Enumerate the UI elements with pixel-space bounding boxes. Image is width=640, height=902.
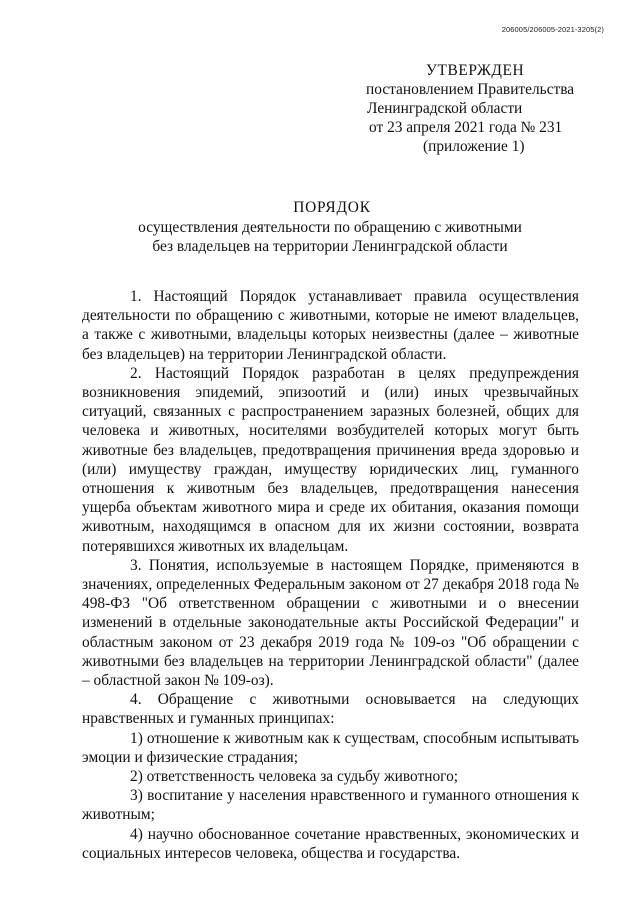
- approval-line: постановлением Правительства: [366, 81, 575, 98]
- approval-title: УТВЕРЖДЕН: [426, 62, 525, 79]
- document-subtitle: без владельцев на территории Ленинградской области: [152, 238, 508, 255]
- list-item: 1) отношение к животным как к существам, способным испытывать эмоции и физические страдания;: [82, 729, 579, 766]
- paragraph: 2. Настоящий Порядок разработан в целях предупреждения возникновения эпидемий, эпизоотий и (или) иных чрезвычайных ситуаций, связанных с распространением заразных болезней, общих для человека и животных, носителями возбудителей которых могут быть животные без владельцев, предотвращения причинения вреда здоровью и (или) имуществу граждан, имуществу юридических лиц, гуманного отношения к животным без владельцев, предотвращения нанесения ущерба объектам животного мира и среде их обитания, оказания помощи животным, находящимся в опасном для их жизни состоянии, возврата потерявшихся животных их владельцам.: [82, 364, 579, 555]
- list-item: 3) воспитание у населения нравственного и гуманного отношения к животным;: [82, 787, 579, 824]
- document-body: [82, 287, 579, 863]
- paragraph: 4. Обращение с животными основывается на следующих нравственных и гуманных принципах:: [82, 691, 579, 728]
- document-subtitle: осуществления деятельности по обращению с животными: [138, 219, 522, 236]
- approval-stamp: [366, 61, 606, 156]
- document-title-block: [0, 198, 640, 256]
- list-item: 4) научно обоснованное сочетание нравственных, экономических и социальных интересов человека, общества и государства.: [82, 825, 579, 862]
- paragraph: 3. Понятия, используемые в настоящем Порядке, применяются в значениях, определенных Федеральным законом от 27 декабря 2018 года № 498-ФЗ "Об ответственном обращении с животными и о внесении изменений в отдельные законодательные акты Российской Федерации" и областным законом от 23 декабря 2019 года № 109-оз "Об обращении с животными без владельцев на территории Ленинградской области" (далее – областной закон № 109-оз).: [82, 556, 579, 690]
- paragraph: 1. Настоящий Порядок устанавливает правила осуществления деятельности по обращению с животными, которые не имеют владельцев, а также с животными, владельцы которых неизвестны (далее – животные без владельцев) на территории Ленинградской области.: [82, 288, 579, 363]
- document-title: ПОРЯДОК: [293, 199, 371, 216]
- approval-line: Ленинградской области: [367, 100, 523, 117]
- approval-date-line: от 23 апреля 2021 года № 231: [369, 119, 563, 136]
- document-id: 206005/206005-2021-3205(2): [501, 25, 604, 34]
- approval-appendix: (приложение 1): [423, 138, 525, 155]
- list-item: 2) ответственность человека за судьбу животного;: [130, 768, 459, 786]
